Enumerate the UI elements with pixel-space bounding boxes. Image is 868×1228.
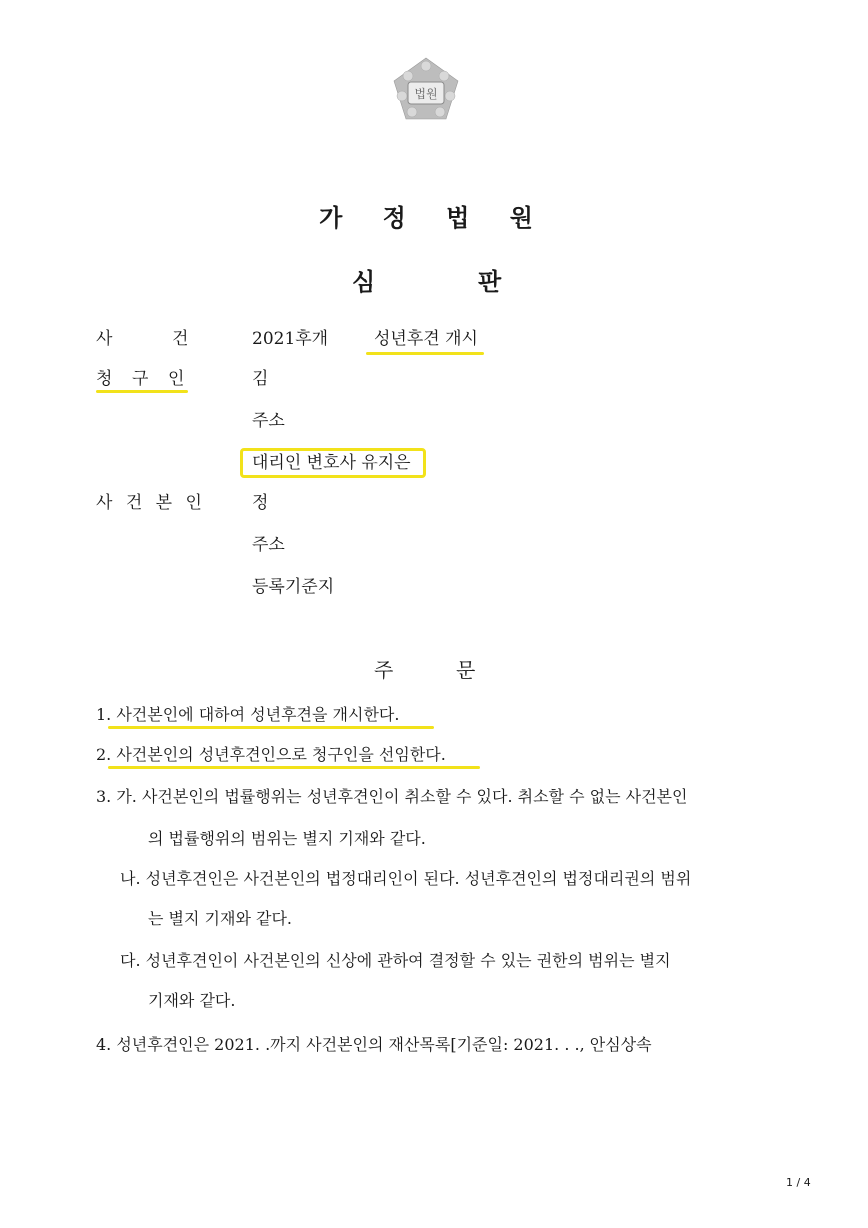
- court-emblem-icon: [386, 52, 466, 132]
- ruling-item-3a-line-1: 3. 가. 사건본인의 법률행위는 성년후견인이 취소할 수 있다. 취소할 수 없는 사건본인: [96, 787, 688, 806]
- principal-address-label: 주소: [252, 535, 285, 555]
- document-type: [352, 262, 512, 296]
- ruling-title-char-2: 문: [456, 658, 476, 682]
- case-number: 2021후개: [252, 329, 329, 349]
- ruling-item-3a-line-2: 의 법률행위의 범위는 별지 기재와 같다.: [148, 829, 426, 848]
- court-decision-page: 법원 가 정 법 원 심 판 사 건 2021후개 성년후견 개시 청 구 인 김 주소 대리인 변호사 유지은 사 건 본 인 정 주소 등록기준지 주 문 1. 사건본인에 대하여 성년후견을 개시한다. 2. 사건본인의 성년후견인으로 청구인을 선임한다. 3. 가. 사건본인의 법률행위는 성년후견인이 취소할 수 있다. 취소할 수 없는 사건본인 의 법률행위의 범위는 별지 기재와 같다. 나. 성년후견인은 사건본인의 법정대리인이 된다. 성년후견인의 법정대리권의 범위 는 별지 기재와 같다. 다. 성년후견인이 사건본인의 신상에 관하여 결정할 수 있는 권한의 범위는 별지 기재와 같다. 4. 성년후견인은 2021. .까지 사건본인의 재산목록[기준일: 2021. . ., 안심상속 1 / 4: [0, 0, 868, 1228]
- ruling-item-3c-line-2: 기재와 같다.: [148, 991, 236, 1010]
- emblem-text: 법원: [414, 87, 438, 101]
- petitioner-agent: 대리인 변호사 유지은: [252, 453, 411, 473]
- ruling-item-3c-line-1: 다. 성년후견인이 사건본인의 신상에 관하여 결정할 수 있는 권한의 범위는 별지: [120, 951, 671, 970]
- case-name: 성년후견 개시: [374, 329, 478, 349]
- petitioner-name: 김: [252, 369, 269, 389]
- ruling-item-1: 1. 사건본인에 대하여 성년후견을 개시한다.: [96, 705, 400, 724]
- ruling-item-4: 4. 성년후견인은 2021. .까지 사건본인의 재산목록[기준일: 2021. . ., 안심상속: [96, 1035, 652, 1054]
- principal-registry-label: 등록기준지: [252, 577, 335, 597]
- document-type-char-2: 판: [478, 268, 502, 296]
- ruling-item-3b-line-1: 나. 성년후견인은 사건본인의 법정대리인이 된다. 성년후견인의 법정대리권의 범위: [120, 869, 692, 888]
- highlight-ruling-item-2: [108, 766, 480, 769]
- page-number: 1 / 4: [786, 1176, 811, 1189]
- document-type-char-1: 심: [352, 268, 376, 296]
- petitioner-address-label: 주소: [252, 411, 285, 431]
- highlight-case-name: [366, 352, 484, 355]
- ruling-title: [374, 654, 494, 684]
- ruling-title-char-1: 주: [374, 658, 394, 682]
- principal-label: 사 건 본 인: [96, 493, 206, 513]
- highlight-petitioner-label: [96, 390, 188, 393]
- principal-name: 정: [252, 493, 269, 513]
- ruling-item-2: 2. 사건본인의 성년후견인으로 청구인을 선임한다.: [96, 745, 446, 764]
- court-name: 가 정 법 원: [319, 204, 549, 232]
- highlight-ruling-item-1: [108, 726, 434, 729]
- ruling-item-3b-line-2: 는 별지 기재와 같다.: [148, 909, 292, 928]
